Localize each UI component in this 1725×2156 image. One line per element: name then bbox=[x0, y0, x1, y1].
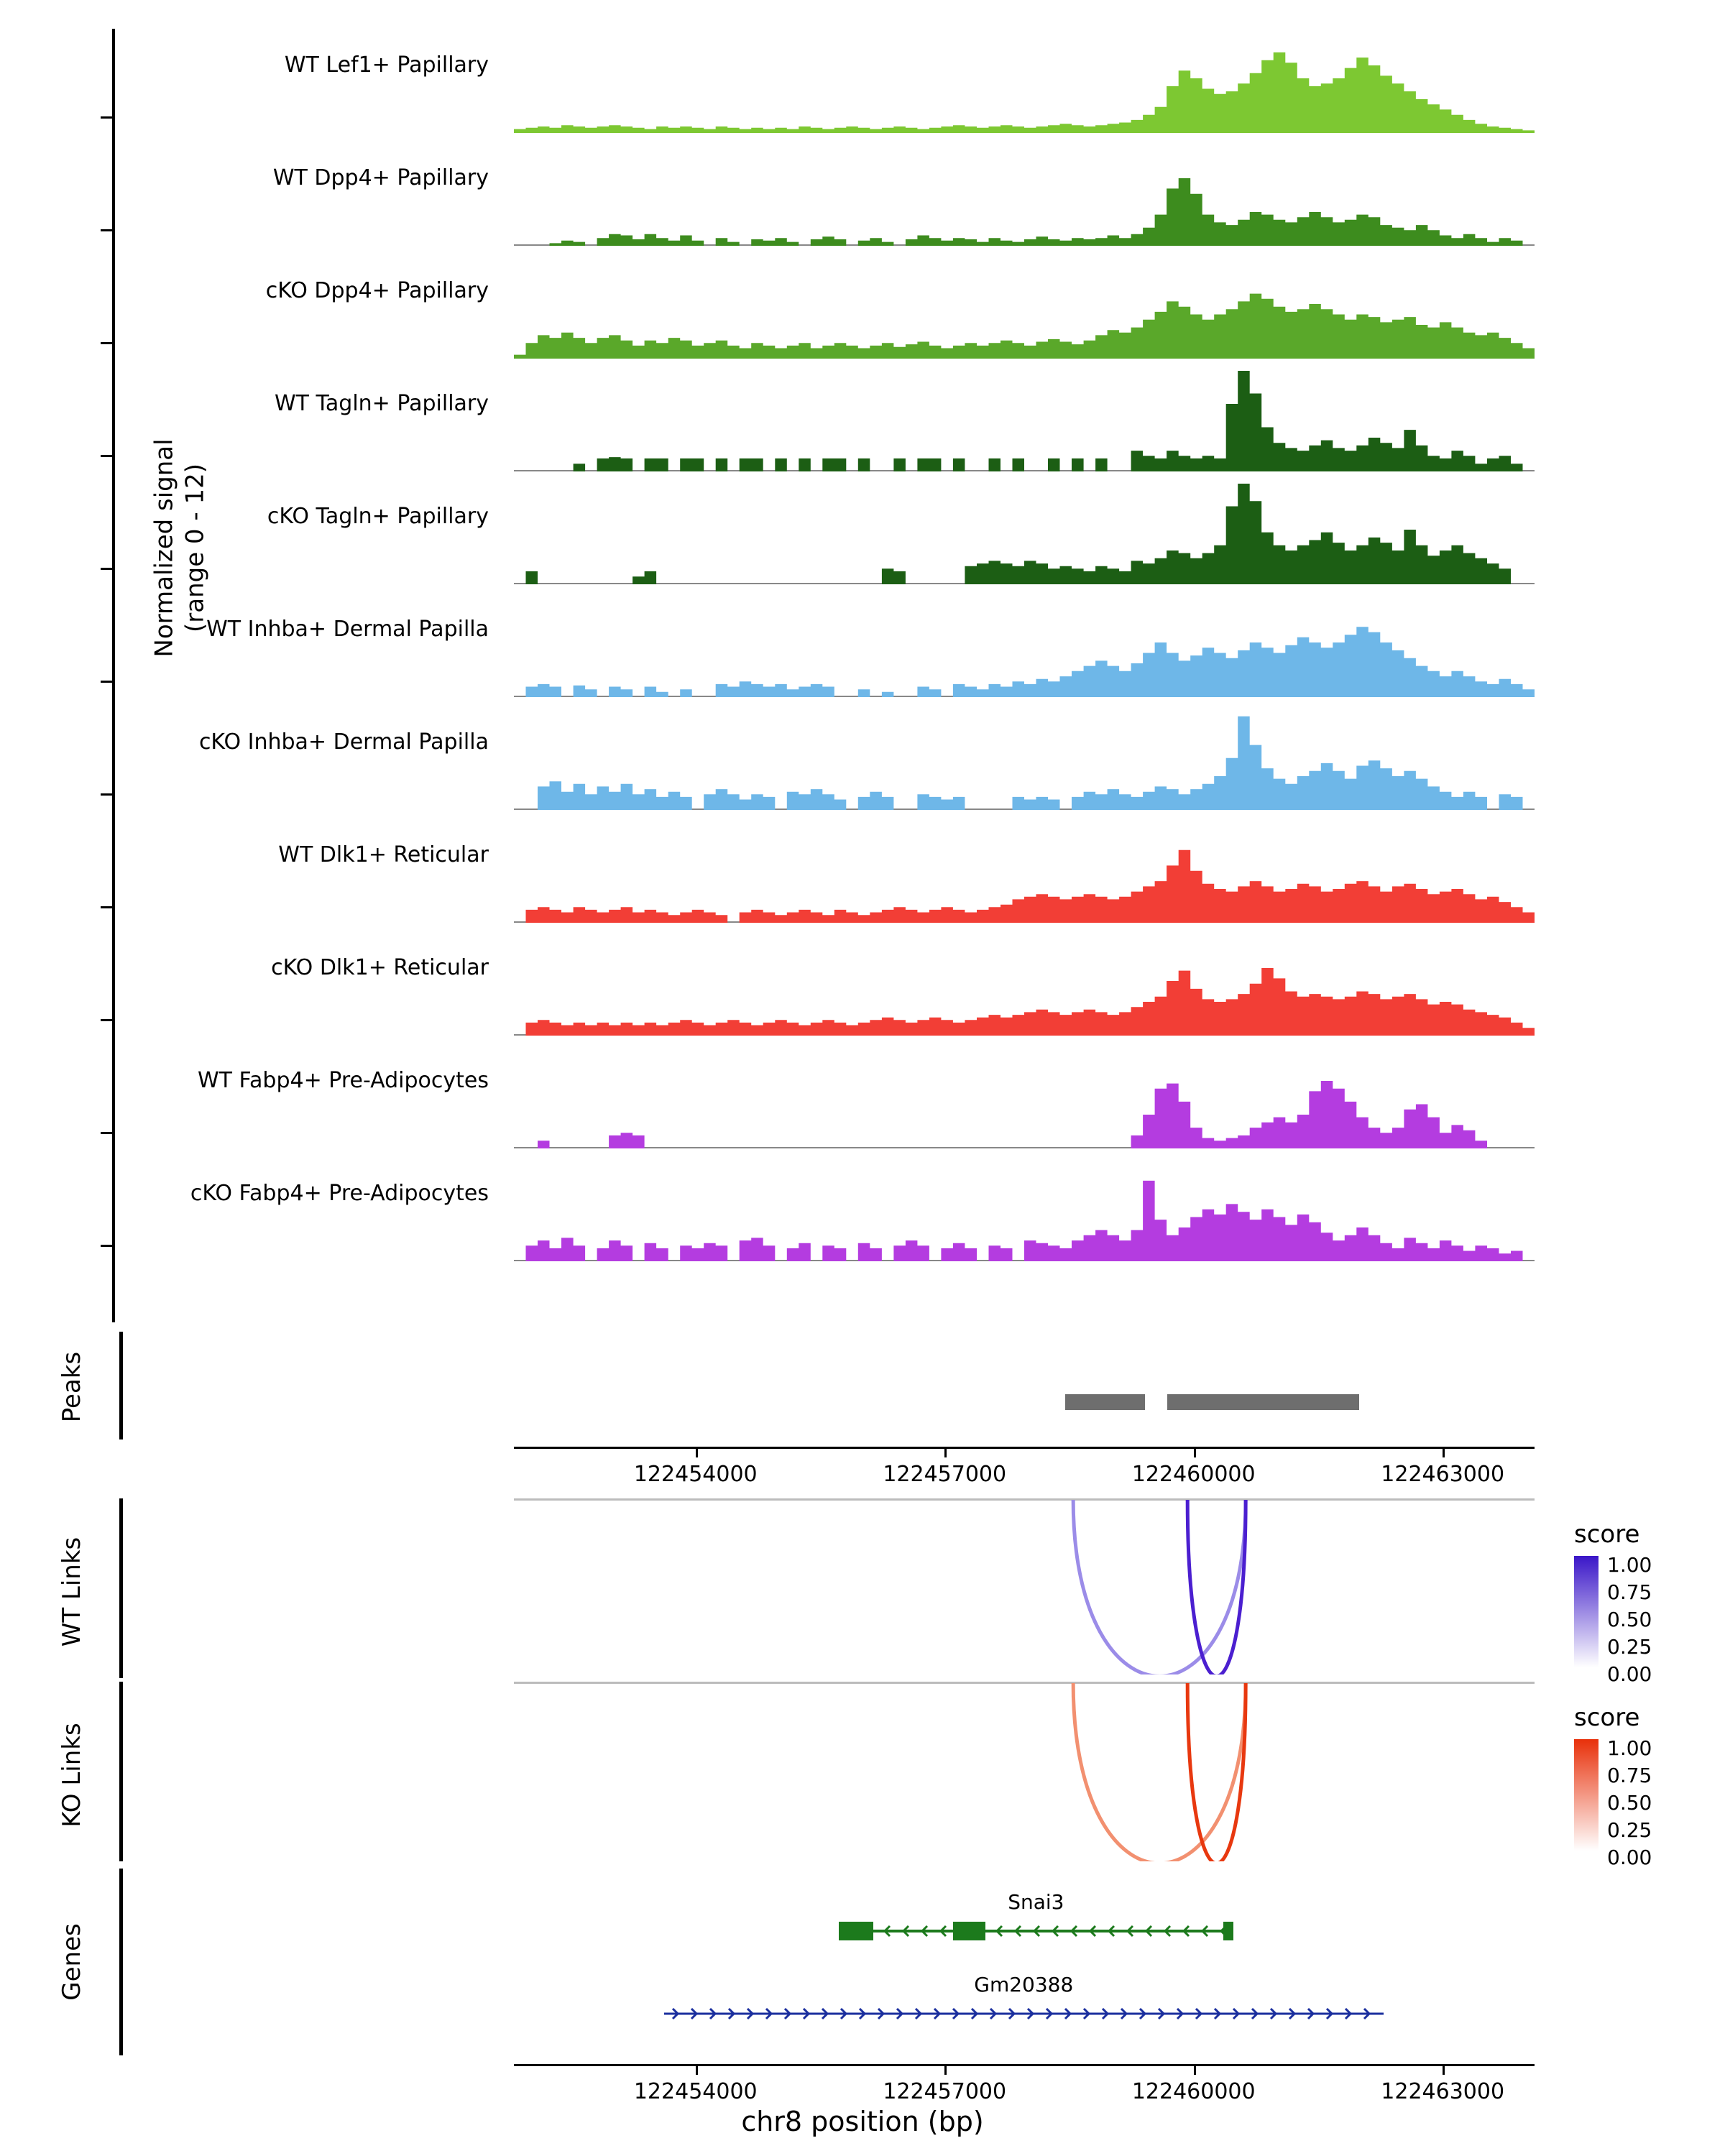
track-area bbox=[514, 935, 1535, 1037]
track-plot bbox=[514, 709, 1535, 822]
track-plot bbox=[514, 935, 1535, 1048]
x-axis-tick bbox=[944, 2066, 947, 2075]
gene-body bbox=[839, 1919, 1234, 1943]
legend-tick-label: 0.00 bbox=[1607, 1662, 1652, 1686]
x-axis-tick-label: 122457000 bbox=[883, 2079, 1007, 2104]
legend-gradient bbox=[1574, 1739, 1598, 1851]
track-label: WT Inhba+ Dermal Papilla bbox=[206, 617, 489, 642]
link-arc bbox=[1073, 1683, 1246, 1861]
coverage-track bbox=[0, 145, 1725, 258]
genes-label: Genes bbox=[58, 1923, 86, 2001]
legend-tick-label: 0.00 bbox=[1607, 1846, 1652, 1869]
links-arcs bbox=[514, 1498, 1535, 1674]
signal-axis-tick bbox=[101, 1132, 114, 1134]
gene-name-label: Gm20388 bbox=[974, 1973, 1074, 1996]
genes-x-axis bbox=[514, 2064, 1535, 2066]
track-plot bbox=[514, 822, 1535, 935]
x-axis-title: chr8 position (bp) bbox=[741, 2106, 984, 2137]
x-axis-tick-label: 122457000 bbox=[883, 1462, 1007, 1487]
coverage-track bbox=[0, 709, 1725, 822]
ko-links-legend bbox=[1574, 1703, 1718, 1869]
x-axis-tick bbox=[1194, 2066, 1196, 2075]
signal-axis-tick bbox=[101, 1019, 114, 1021]
x-axis-tick-label: 122454000 bbox=[633, 2079, 758, 2104]
peaks-label: Peaks bbox=[58, 1351, 86, 1423]
peaks-panel bbox=[0, 1326, 1725, 1487]
legend-tick-label: 1.00 bbox=[1607, 1553, 1652, 1577]
ko-links-label: KO Links bbox=[58, 1723, 86, 1828]
legend-tick-label: 0.25 bbox=[1607, 1818, 1652, 1842]
signal-axis-tick bbox=[101, 455, 114, 457]
signal-axis-tick bbox=[101, 681, 114, 683]
legend-title: score bbox=[1574, 1703, 1640, 1732]
track-label: cKO Inhba+ Dermal Papilla bbox=[198, 729, 489, 755]
coverage-track bbox=[0, 1048, 1725, 1161]
track-area bbox=[514, 1161, 1535, 1263]
legend-tick-label: 1.00 bbox=[1607, 1736, 1652, 1760]
track-area bbox=[514, 145, 1535, 247]
x-axis-tick-label: 122460000 bbox=[1131, 1462, 1256, 1487]
signal-axis-tick bbox=[101, 568, 114, 570]
wt-links-label: WT Links bbox=[58, 1537, 86, 1647]
track-plot bbox=[514, 145, 1535, 258]
track-label: WT Lef1+ Papillary bbox=[284, 52, 489, 78]
signal-axis-tick bbox=[101, 1245, 114, 1247]
wt-links-panel bbox=[0, 1498, 1725, 1686]
coverage-track bbox=[0, 596, 1725, 709]
y-axis-label-line2: (range 0 - 12) bbox=[180, 464, 209, 632]
coverage-track bbox=[0, 822, 1725, 935]
coverage-track bbox=[0, 258, 1725, 371]
track-label: WT Tagln+ Papillary bbox=[275, 391, 489, 416]
track-area bbox=[514, 371, 1535, 473]
track-plot bbox=[514, 32, 1535, 145]
track-label: WT Dlk1+ Reticular bbox=[278, 842, 489, 867]
signal-axis-tick bbox=[101, 116, 114, 119]
track-plot bbox=[514, 258, 1535, 371]
gene-exon bbox=[1223, 1922, 1233, 1940]
coverage-track bbox=[0, 371, 1725, 484]
legend-tick-label: 0.75 bbox=[1607, 1764, 1652, 1787]
wt-links-plot bbox=[514, 1498, 1535, 1678]
x-axis-tick bbox=[1443, 2066, 1445, 2075]
track-label: cKO Tagln+ Papillary bbox=[267, 504, 489, 529]
x-axis-tick-label: 122463000 bbox=[1381, 2079, 1505, 2104]
track-area bbox=[514, 258, 1535, 360]
peaks-x-axis bbox=[514, 1447, 1535, 1449]
coverage-track bbox=[0, 484, 1725, 596]
legend-title: score bbox=[1574, 1520, 1640, 1549]
wt-links-bracket bbox=[119, 1498, 123, 1678]
track-label: WT Fabp4+ Pre-Adipocytes bbox=[198, 1068, 489, 1093]
signal-axis-tick bbox=[101, 342, 114, 344]
legend-tick-label: 0.75 bbox=[1607, 1580, 1652, 1604]
track-area bbox=[514, 32, 1535, 134]
track-area bbox=[514, 709, 1535, 811]
x-axis-tick bbox=[1194, 1449, 1196, 1457]
ko-links-bracket bbox=[119, 1682, 123, 1861]
gene-name-label: Snai3 bbox=[1008, 1890, 1064, 1914]
signal-axis-tick bbox=[101, 793, 114, 796]
gene-exon bbox=[839, 1922, 873, 1940]
coverage-track bbox=[0, 32, 1725, 145]
track-area bbox=[514, 822, 1535, 924]
track-label: cKO Dlk1+ Reticular bbox=[271, 955, 489, 980]
legend-gradient bbox=[1574, 1556, 1598, 1667]
gene-body bbox=[664, 2001, 1384, 2026]
track-label: cKO Dpp4+ Papillary bbox=[265, 278, 489, 303]
track-plot bbox=[514, 371, 1535, 484]
legend-tick-label: 0.50 bbox=[1607, 1791, 1652, 1815]
x-axis-tick-label: 122454000 bbox=[633, 1462, 758, 1487]
coverage-track bbox=[0, 935, 1725, 1048]
track-area bbox=[514, 1048, 1535, 1150]
track-plot bbox=[514, 1048, 1535, 1161]
links-arcs bbox=[514, 1682, 1535, 1861]
legend-scale bbox=[1574, 1553, 1718, 1686]
gene-exon bbox=[953, 1922, 985, 1940]
peak-region bbox=[1167, 1394, 1359, 1410]
peak-region bbox=[1065, 1394, 1145, 1410]
ko-links-plot bbox=[514, 1682, 1535, 1861]
legend-scale bbox=[1574, 1736, 1718, 1869]
ko-links-panel bbox=[0, 1674, 1725, 1869]
y-axis-label-line1: Normalized signal bbox=[150, 438, 179, 658]
peaks-bracket bbox=[119, 1332, 123, 1439]
signal-axis-tick bbox=[101, 906, 114, 908]
legend-tick-label: 0.50 bbox=[1607, 1608, 1652, 1631]
track-label: cKO Fabp4+ Pre-Adipocytes bbox=[190, 1181, 489, 1206]
x-axis-tick bbox=[696, 2066, 698, 2075]
track-area bbox=[514, 484, 1535, 586]
legend-tick-label: 0.25 bbox=[1607, 1635, 1652, 1659]
genes-bracket bbox=[119, 1869, 123, 2055]
track-plot bbox=[514, 484, 1535, 596]
track-label: WT Dpp4+ Papillary bbox=[272, 165, 489, 190]
x-axis-tick bbox=[696, 1449, 698, 1457]
coverage-track bbox=[0, 1161, 1725, 1273]
genes-panel bbox=[0, 1869, 1725, 2156]
link-arc bbox=[1073, 1500, 1246, 1674]
x-axis-tick-label: 122463000 bbox=[1381, 1462, 1505, 1487]
track-plot bbox=[514, 596, 1535, 709]
x-axis-tick bbox=[944, 1449, 947, 1457]
wt-links-legend bbox=[1574, 1520, 1718, 1686]
x-axis-tick bbox=[1443, 1449, 1445, 1457]
track-plot bbox=[514, 1161, 1535, 1273]
track-area bbox=[514, 596, 1535, 699]
x-axis-tick-label: 122460000 bbox=[1131, 2079, 1256, 2104]
signal-axis-tick bbox=[101, 229, 114, 231]
